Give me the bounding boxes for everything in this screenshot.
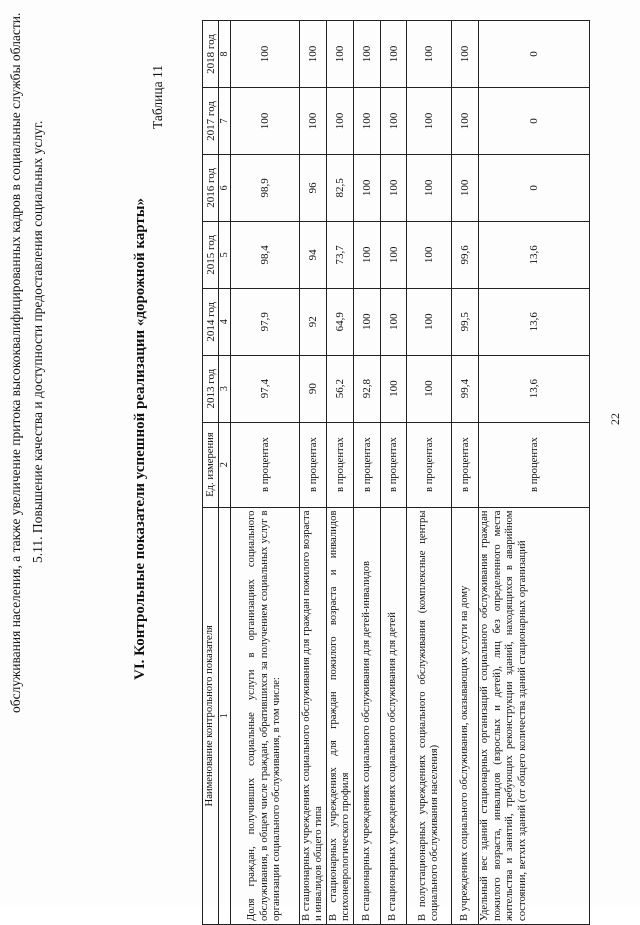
value-cell: 100 [381, 288, 407, 355]
header-2018: 2018 год [203, 21, 219, 88]
value-cell: 56,2 [327, 355, 354, 422]
page-number: 22 [608, 413, 622, 425]
subsection-5-11: 5.11. Повышение качества и доступности предоставления социальных услуг. [30, 120, 45, 563]
value-cell: 96 [300, 154, 327, 221]
indicator-name: Доля граждан, получивших социальные услуги в организациях социального обслуживания, в общем числе граждан, обратившихся за получением социальных услуг в организации социального обслуживания, в том числе: [231, 507, 300, 924]
value-cell: 100 [407, 355, 452, 422]
header-2016: 2016 год [203, 154, 219, 221]
unit-cell: в процентах [327, 422, 354, 507]
unit-cell: в процентах [452, 422, 479, 507]
value-cell: 100 [407, 21, 452, 88]
indicator-name: В стационарных учреждениях для граждан пожилого возраста и инвалидов психоневрологического профиля [327, 507, 354, 924]
col-number: 8 [219, 21, 231, 88]
value-cell: 0 [479, 154, 590, 221]
column-number-row [219, 21, 231, 925]
value-cell: 99,5 [452, 288, 479, 355]
value-cell: 13,6 [479, 221, 590, 288]
col-number: 5 [219, 221, 231, 288]
indicator-name: Удельный вес зданий стационарных организаций социального обслуживания граждан пожилого возраста, инвалидов (взрослых и детей), лиц без определенного места жительства и занятий, требующих реконструкции зданий, находящихся в аварийном состоянии, ветхих зданий (от общего количества зданий стационарных организаций [479, 507, 590, 924]
value-cell: 99,6 [452, 221, 479, 288]
value-cell: 100 [354, 288, 381, 355]
value-cell: 100 [300, 21, 327, 88]
indicator-name: В учреждениях социального обслуживания, оказывающих услуги на дому [452, 507, 479, 924]
col-number: 6 [219, 154, 231, 221]
value-cell: 100 [381, 355, 407, 422]
value-cell: 100 [354, 21, 381, 88]
value-cell: 100 [231, 21, 300, 88]
unit-cell: в процентах [354, 422, 381, 507]
table-row [354, 21, 381, 925]
value-cell: 100 [354, 154, 381, 221]
table-label: Таблица 11 [150, 65, 165, 129]
header-2015: 2015 год [203, 221, 219, 288]
col-number: 3 [219, 355, 231, 422]
table-row [231, 21, 300, 925]
value-cell: 92 [300, 288, 327, 355]
value-cell: 100 [452, 154, 479, 221]
table-row [300, 21, 327, 925]
table-row [479, 21, 590, 925]
continuation-line: обслуживания населения, а также увеличение притока высококвалифицированных кадров в социальные службы области. [8, 12, 23, 713]
unit-cell: в процентах [300, 422, 327, 507]
value-cell: 100 [327, 21, 354, 88]
table-row [327, 21, 354, 925]
table-row [407, 21, 452, 925]
value-cell: 100 [407, 154, 452, 221]
value-cell: 100 [381, 154, 407, 221]
header-indicator-name: Наименование контрольного показателя [203, 507, 219, 924]
col-number: 1 [219, 507, 231, 924]
value-cell: 98,9 [231, 154, 300, 221]
col-number: 4 [219, 288, 231, 355]
value-cell: 90 [300, 355, 327, 422]
value-cell: 100 [407, 288, 452, 355]
value-cell: 97,9 [231, 288, 300, 355]
indicator-name: В стационарных учреждениях социального обслуживания для детей [381, 507, 407, 924]
value-cell: 98,4 [231, 221, 300, 288]
indicators-table [202, 20, 590, 925]
value-cell: 99,4 [452, 355, 479, 422]
unit-cell: в процентах [231, 422, 300, 507]
header-unit: Ед. измерения [203, 422, 219, 507]
value-cell: 94 [300, 221, 327, 288]
value-cell: 100 [354, 88, 381, 155]
col-number: 7 [219, 88, 231, 155]
value-cell: 97,4 [231, 355, 300, 422]
value-cell: 100 [381, 221, 407, 288]
value-cell: 100 [381, 88, 407, 155]
value-cell: 73,7 [327, 221, 354, 288]
value-cell: 13,6 [479, 288, 590, 355]
value-cell: 82,5 [327, 154, 354, 221]
value-cell: 0 [479, 21, 590, 88]
value-cell: 100 [407, 88, 452, 155]
value-cell: 92,8 [354, 355, 381, 422]
section-title: VI. Контрольные показатели успешной реализации «дорожной карты» [132, 198, 148, 680]
col-number: 2 [219, 422, 231, 507]
value-cell: 100 [300, 88, 327, 155]
indicator-name: В полустационарных учреждениях социального обслуживания (комплексные центры социального обслуживания населения) [407, 507, 452, 924]
value-cell: 64,9 [327, 288, 354, 355]
unit-cell: в процентах [381, 422, 407, 507]
value-cell: 100 [407, 221, 452, 288]
value-cell: 100 [452, 88, 479, 155]
value-cell: 100 [381, 21, 407, 88]
value-cell: 13,6 [479, 355, 590, 422]
header-2014: 2014 год [203, 288, 219, 355]
value-cell: 100 [231, 88, 300, 155]
unit-cell: в процентах [407, 422, 452, 507]
table-row [381, 21, 407, 925]
unit-cell: в процентах [479, 422, 590, 507]
indicator-name: В стационарных учреждениях социального обслуживания для детей-инвалидов [354, 507, 381, 924]
table-row [452, 21, 479, 925]
value-cell: 0 [479, 88, 590, 155]
table-header-row [203, 21, 219, 925]
value-cell: 100 [354, 221, 381, 288]
value-cell: 100 [452, 21, 479, 88]
header-2013: 2013 год [203, 355, 219, 422]
value-cell: 100 [327, 88, 354, 155]
header-2017: 2017 год [203, 88, 219, 155]
indicator-name: В стационарных учреждениях социального обслуживания для граждан пожилого возраста и инвалидов общего типа [300, 507, 327, 924]
